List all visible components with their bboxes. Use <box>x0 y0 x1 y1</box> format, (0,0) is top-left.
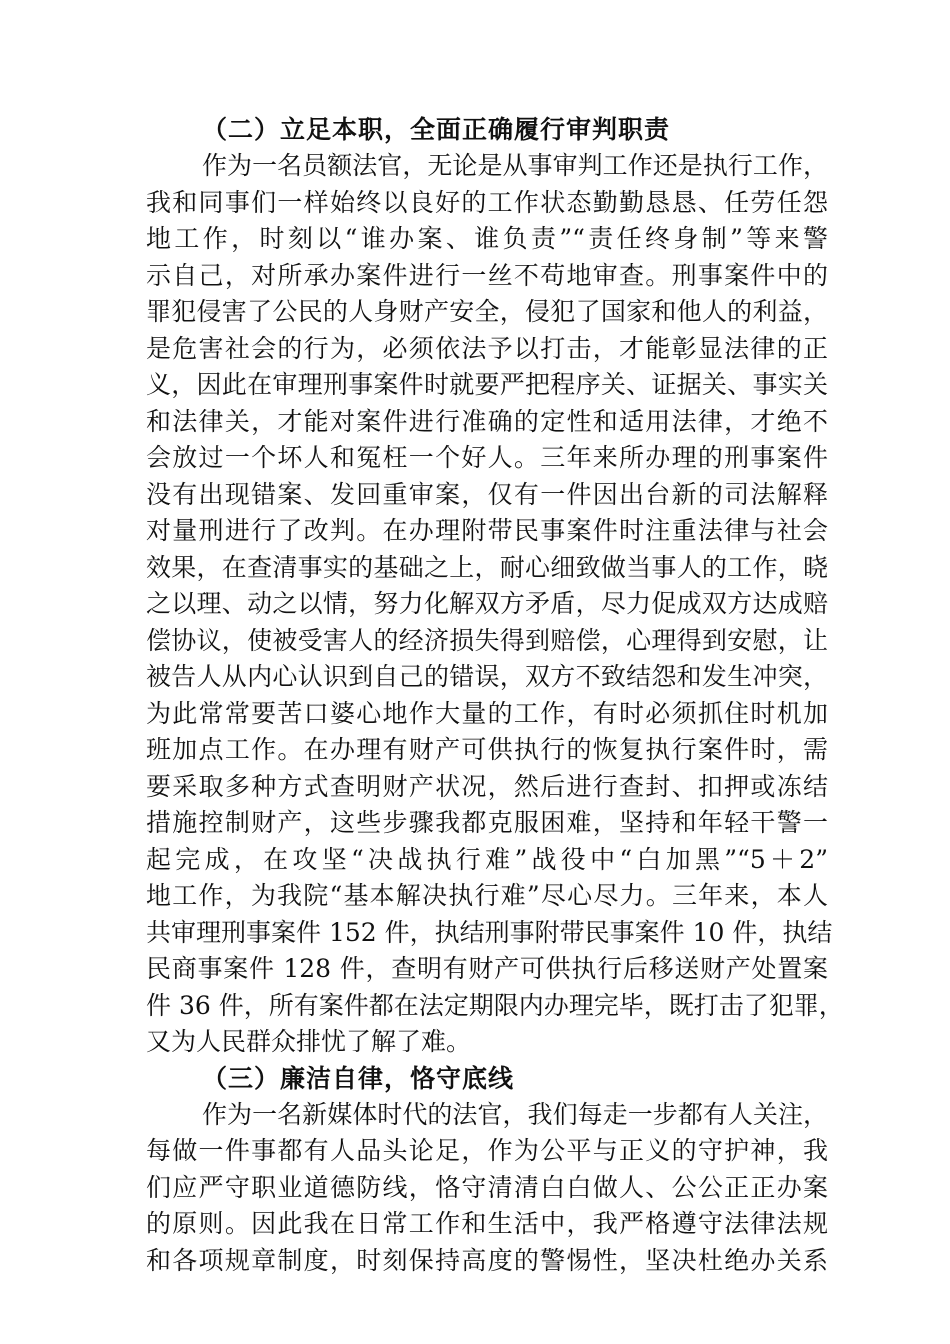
text-line: 作为一名员额法官，无论是从事审判工作还是执行工作， <box>202 151 828 180</box>
text-line: 民商事案件 128 件，查明有财产可供执行后移送财产处置案 <box>146 954 828 983</box>
text-line: 为此常常要苦口婆心地作大量的工作，有时必须抓住时机加 <box>146 698 828 728</box>
text-line: 共审理刑事案件 152 件，执结刑事附带民事案件 10 件，执结 <box>146 917 833 947</box>
section-heading-3: （三）廉洁自律，恪守底线 <box>202 1063 515 1093</box>
text-line: 作为一名新媒体时代的法官，我们每走一步都有人关注， <box>202 1099 828 1129</box>
text-line: 是危害社会的行为，必须依法予以打击，才能彰显法律的正 <box>146 333 828 363</box>
document-page <box>146 112 844 1279</box>
text-line: 班加点工作。在办理有财产可供执行的恢复执行案件时，需 <box>146 735 828 764</box>
section-heading-2: （二）立足本职，全面正确履行审判职责 <box>202 115 671 144</box>
text-line: 效果，在查清事实的基础之上，耐心细致做当事人的工作，晓 <box>146 552 828 582</box>
text-line: 们应严守职业道德防线，恪守清清白白做人、公公正正办案 <box>146 1172 828 1202</box>
text-line: 我和同事们一样始终以良好的工作状态勤勤恳恳、任劳任怨 <box>146 187 828 217</box>
text-line: 示自己，对所承办案件进行一丝不苟地审查。刑事案件中的 <box>146 260 828 290</box>
text-line: 件 36 件，所有案件都在法定期限内办理完毕，既打击了犯罪， <box>146 990 844 1020</box>
text-line: 偿协议，使被受害人的经济损失得到赔偿，心理得到安慰，让 <box>146 625 828 655</box>
text-line: 起完成，在攻坚“决战执行难”战役中“白加黑”“5＋2” <box>146 844 828 874</box>
text-line: 和各项规章制度，时刻保持高度的警惕性，坚决杜绝办关系 <box>146 1245 828 1275</box>
text-line: 每做一件事都有人品头论足，作为公平与正义的守护神，我 <box>146 1136 828 1165</box>
text-line: 被告人从内心认识到自己的错误，双方不致结怨和发生冲突， <box>146 662 828 691</box>
section-2-paragraph <box>146 148 844 1061</box>
text-line: 地工作，时刻以“谁办案、谁负责”“责任终身制”等来警 <box>146 224 829 253</box>
text-line: 的原则。因此我在日常工作和生活中，我严格遵守法律法规 <box>146 1209 828 1238</box>
text-line: 对量刑进行了改判。在办理附带民事案件时注重法律与社会 <box>146 516 828 545</box>
text-line: 要采取多种方式查明财产状况，然后进行查封、扣押或冻结 <box>146 771 828 801</box>
section-3-paragraph <box>146 1097 828 1280</box>
text-line: 之以理、动之以情，努力化解双方矛盾，尽力促成双方达成赔 <box>146 589 828 618</box>
text-line: 地工作，为我院“基本解决执行难”尽心尽力。三年来，本人 <box>146 881 828 910</box>
text-line: 又为人民群众排忧了解了难。 <box>146 1027 472 1056</box>
text-line: 措施控制财产，这些步骤我都克服困难，坚持和年轻干警一 <box>146 808 828 837</box>
text-line: 没有出现错案、发回重审案，仅有一件因出台新的司法解释 <box>146 479 828 509</box>
text-line: 义，因此在审理刑事案件时就要严把程序关、证据关、事实关 <box>146 370 828 399</box>
text-line: 会放过一个坏人和冤枉一个好人。三年来所办理的刑事案件 <box>146 443 828 472</box>
text-line: 罪犯侵害了公民的人身财产安全，侵犯了国家和他人的利益， <box>146 297 828 326</box>
text-line: 和法律关，才能对案件进行准确的定性和适用法律，才绝不 <box>146 406 828 436</box>
